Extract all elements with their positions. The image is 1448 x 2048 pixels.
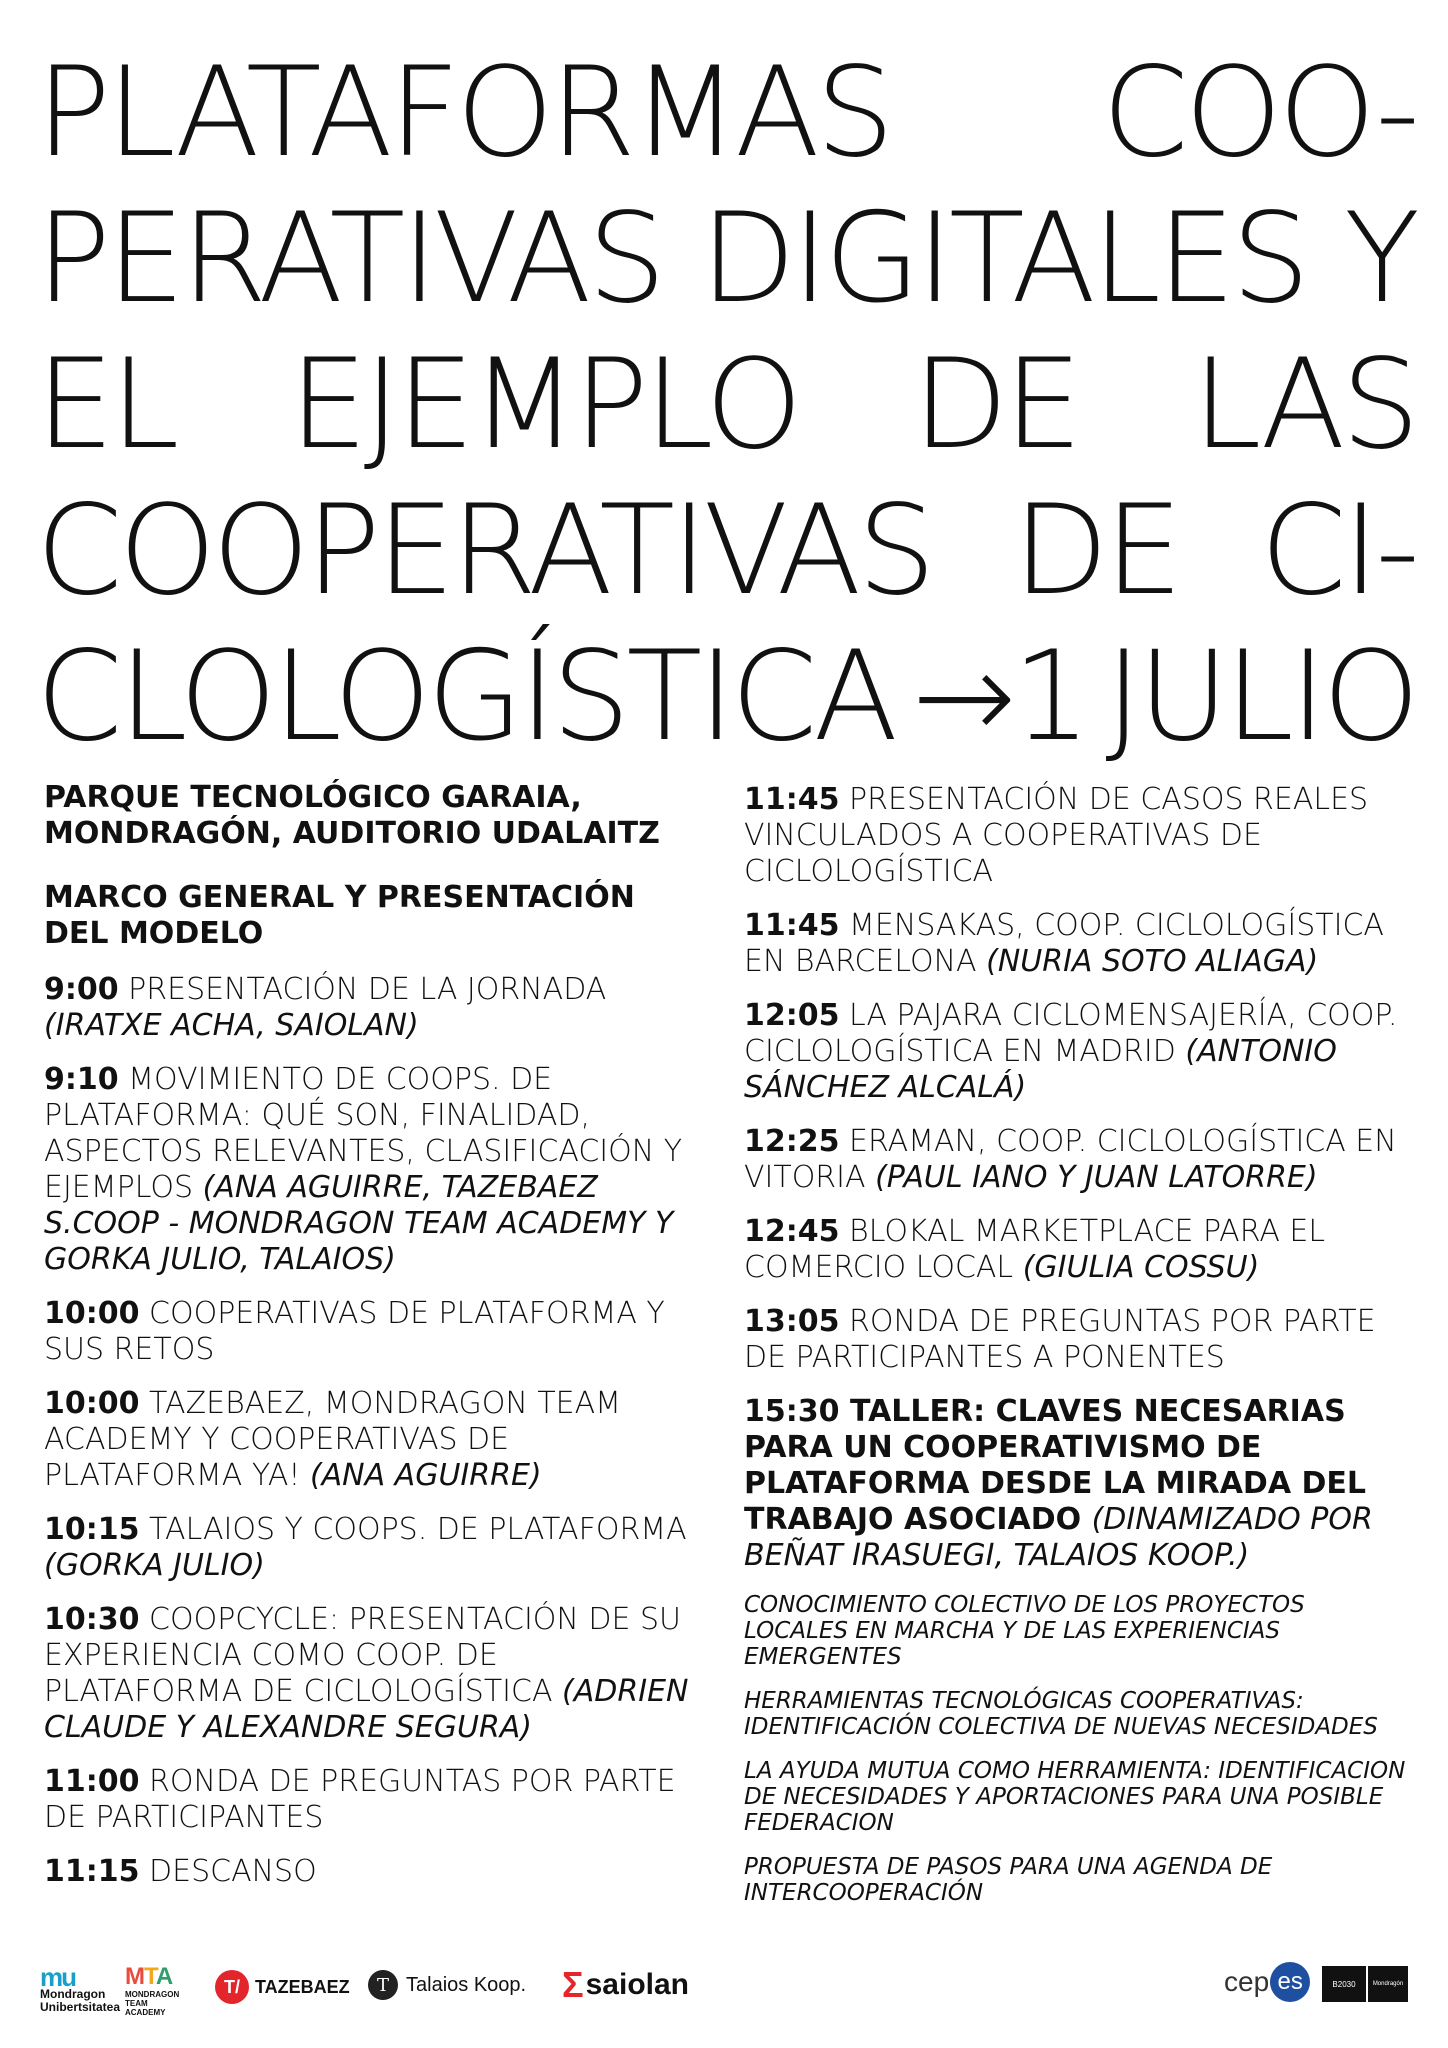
title-word: EJEMPLO xyxy=(289,333,799,477)
cepes-text: cep xyxy=(1224,1966,1270,1997)
program-item xyxy=(44,1764,704,1836)
title-word: COO- xyxy=(1102,41,1416,185)
program-speaker: (ADRIEN CLAUDE Y ALEXANDRE SEGURA) xyxy=(44,1674,689,1745)
talaios-koop: Koop. xyxy=(473,1973,527,1996)
mta-line1: MONDRAGON xyxy=(125,1990,180,1999)
program-text: PRESENTACIÓN DE LA JORNADA xyxy=(128,972,607,1007)
mondragon-line2: Unibertsitatea xyxy=(40,2000,121,2014)
program-text: ERAMAN, COOP. CICLOLOGÍSTICA EN VITORIA xyxy=(744,1124,1397,1195)
program-time: 10:00 xyxy=(44,1296,140,1331)
title-date: →1 xyxy=(912,625,1088,769)
program-item xyxy=(44,1062,704,1278)
program-text: TAZEBAEZ, MONDRAGON TEAM ACADEMY Y COOPERATIVAS DE PLATAFORMA YA! xyxy=(44,1386,622,1493)
workshop-topic: CONOCIMIENTO COLECTIVO DE LOS PROYECTOS LOCALES EN MARCHA Y DE LAS EXPERIENCIAS EMERGENTES xyxy=(744,1592,1305,1670)
program-time: 12:05 xyxy=(744,998,840,1033)
program-item xyxy=(44,1602,704,1746)
program-time: 12:25 xyxy=(744,1124,840,1159)
mondragon-mark: mu xyxy=(40,1962,75,1992)
program-text: DESCANSO xyxy=(149,1854,317,1889)
program-text: MOVIMIENTO DE COOPS. DE PLATAFORMA: QUÉ SON, FINALIDAD, ASPECTOS RELEVANTES, CLASIFICACIÓN Y EJEMPLOS xyxy=(44,1062,683,1205)
program-speaker: (DINAMIZADO POR BEÑAT IRASUEGI, TALAIOS KOOP.) xyxy=(744,1502,1373,1573)
mta-m: M xyxy=(125,1963,144,1990)
program-time: 11:45 xyxy=(744,782,840,817)
workshop-topic: PROPUESTA DE PASOS PARA UNA AGENDA DE INTERCOOPERACIÓN xyxy=(744,1854,1273,1906)
title-word: JULIO xyxy=(1105,625,1416,769)
saiolan-logo xyxy=(562,1964,689,2006)
program-text: PRESENTACIÓN DE CASOS REALES VINCULADOS A COOPERATIVAS DE CICLOLOGÍSTICA xyxy=(744,782,1369,889)
program-speaker: (GIULIA COSSU) xyxy=(1022,1250,1260,1285)
program-item xyxy=(44,1512,704,1584)
cepes-es: es xyxy=(1270,1962,1310,2002)
title-line-2 xyxy=(36,186,1416,332)
mta-line2: TEAM xyxy=(125,1999,148,2008)
mta-logo xyxy=(125,1964,179,2017)
mondragon-unibertsitatea-logo xyxy=(40,1962,121,2014)
title-word: PLATAFORMAS xyxy=(36,41,891,185)
title-word: DE xyxy=(1013,479,1179,623)
program-speaker: (ANA AGUIRRE) xyxy=(309,1458,542,1493)
program-time: 11:45 xyxy=(744,908,840,943)
poster-title xyxy=(36,40,1416,770)
program-item xyxy=(44,1296,704,1368)
tazebaez-text: TAZEBAEZ xyxy=(255,1976,350,1997)
saiolan-text: saiolan xyxy=(585,1968,689,2001)
program-time: 13:05 xyxy=(744,1304,840,1339)
program-text: COOPERATIVAS DE PLATAFORMA Y SUS RETOS xyxy=(44,1296,665,1367)
program-item xyxy=(744,1304,1414,1376)
program-item xyxy=(744,1214,1414,1286)
program-right-column xyxy=(744,782,1414,1924)
saiolan-icon: Σ xyxy=(562,1964,584,2005)
program-speaker: (PAUL IANO Y JUAN LATORRE) xyxy=(875,1160,1318,1195)
workshop-topic: HERRAMIENTAS TECNOLÓGICAS COOPERATIVAS: IDENTIFICACIÓN COLECTIVA DE NUEVAS NECESIDADES xyxy=(744,1688,1378,1740)
program-speaker: (GORKA JULIO) xyxy=(44,1548,265,1583)
section-heading: MARCO GENERAL Y PRESENTACIÓN DEL MODELO xyxy=(44,880,635,951)
cepes-logo xyxy=(1224,1962,1310,2002)
program-time: 10:30 xyxy=(44,1602,140,1637)
program-text: TALAIOS Y COOPS. DE PLATAFORMA xyxy=(149,1512,687,1547)
program-time: 11:15 xyxy=(44,1854,140,1889)
sponsor-logos xyxy=(0,1960,1448,2030)
program-text: COOPCYCLE: PRESENTACIÓN DE SU EXPERIENCIA COMO COOP. DE PLATAFORMA DE CICLOLOGÍSTICA xyxy=(44,1602,681,1709)
talaios-icon: T xyxy=(368,1970,398,2000)
program-item xyxy=(744,908,1414,980)
program-time: 15:30 xyxy=(744,1394,840,1429)
program-speaker: (IRATXE ACHA, SAIOLAN) xyxy=(44,1008,419,1043)
title-word: COOPERATIVAS xyxy=(36,479,932,623)
workshop-title: TALLER: CLAVES NECESARIAS PARA UN COOPERATIVISMO DE PLATAFORMA DESDE LA MIRADA DEL TRABAJO ASOCIADO xyxy=(744,1394,1366,1537)
program-item xyxy=(44,1386,704,1494)
mta-a: A xyxy=(155,1963,173,1990)
program-text: MENSAKAS, COOP. CICLOLOGÍSTICA EN BARCELONA xyxy=(744,908,1384,979)
workshop-item xyxy=(744,1394,1414,1574)
b2030-logo: B2030 xyxy=(1322,1966,1366,2002)
workshop-topic: LA AYUDA MUTUA COMO HERRAMIENTA: IDENTIFICACION DE NECESIDADES Y APORTACIONES PARA UNA POSIBLE FEDERACION xyxy=(744,1758,1406,1836)
program-speaker: (NURIA SOTO ALIAGA) xyxy=(986,944,1319,979)
talaios-text: Talaios xyxy=(406,1973,469,1996)
title-line-1 xyxy=(36,40,1416,186)
mta-mark xyxy=(125,1964,172,1990)
title-line-3 xyxy=(36,332,1416,478)
mondragon-box-logo: Mondragón xyxy=(1368,1966,1408,2002)
title-line-5 xyxy=(36,624,1416,770)
program-time: 9:00 xyxy=(44,972,119,1007)
title-word: Y xyxy=(1344,187,1416,331)
venue: PARQUE TECNOLÓGICO GARAIA, MONDRAGÓN, AUDITORIO UDALAITZ xyxy=(44,780,660,851)
title-word: PERATIVAS xyxy=(36,187,663,331)
talaios-logo xyxy=(368,1970,526,2000)
program-item xyxy=(744,782,1414,890)
tazebaez-logo xyxy=(215,1970,350,2004)
title-word: DIGITALES xyxy=(700,187,1307,331)
program-speaker: (ANA AGUIRRE, TAZEBAEZ S.COOP - MONDRAGON TEAM ACADEMY Y GORKA JULIO, TALAIOS) xyxy=(44,1170,674,1277)
title-word: CI- xyxy=(1260,479,1416,623)
program-text: BLOKAL MARKETPLACE PARA EL COMERCIO LOCAL xyxy=(744,1214,1326,1285)
title-line-4 xyxy=(36,478,1416,624)
program-text: RONDA DE PREGUNTAS POR PARTE DE PARTICIPANTES A PONENTES xyxy=(744,1304,1376,1375)
program-text: LA PAJARA CICLOMENSAJERÍA, COOP. CICLOLOGÍSTICA EN MADRID xyxy=(744,998,1398,1069)
program-time: 10:00 xyxy=(44,1386,140,1421)
program-item xyxy=(44,972,704,1044)
program-text: RONDA DE PREGUNTAS POR PARTE DE PARTICIPANTES xyxy=(44,1764,676,1835)
program-item xyxy=(744,998,1414,1106)
program-speaker: (ANTONIO SÁNCHEZ ALCALÁ) xyxy=(744,1034,1337,1105)
program-time: 10:15 xyxy=(44,1512,140,1547)
tazebaez-icon: T/ xyxy=(215,1970,249,2004)
title-word: DE xyxy=(912,333,1079,477)
program-time: 9:10 xyxy=(44,1062,119,1097)
mondragon-line1: Mondragon xyxy=(40,1987,106,2001)
program-time: 11:00 xyxy=(44,1764,140,1799)
program-left-column xyxy=(44,780,704,1908)
title-word: EL xyxy=(36,333,176,477)
program-item xyxy=(744,1124,1414,1196)
title-word: LAS xyxy=(1192,333,1416,477)
program-time: 12:45 xyxy=(744,1214,840,1249)
title-word: CLOLOGÍSTICA xyxy=(36,625,895,769)
mta-line3: ACADEMY xyxy=(125,2008,166,2017)
program-item xyxy=(44,1854,704,1890)
mta-t: T xyxy=(144,1963,156,1990)
